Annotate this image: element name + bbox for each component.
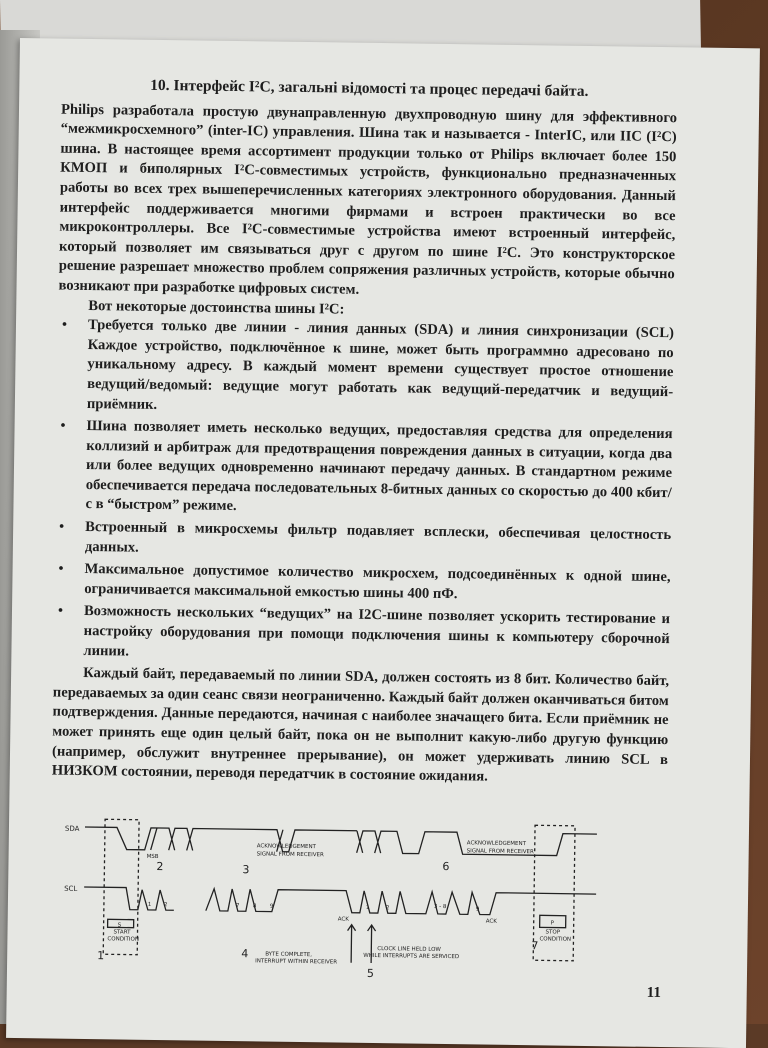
list-item: • Максимальное допустимое количество микросхем, подсоединённых к одной шине, ограничивается максимальной емкостью шины 400 пФ. [58, 561, 671, 603]
paragraph-byte-transfer: Каждый байт, передаваемый по линии SDA, должен состоять из 8 бит. Количество байт, передаваемых за один сеанс связи неограниченно. Каждый байт должен оканчиваться битом подтверждения. Данные передаются, начиная с наиболее значащего бита. Если приёмник не может принять еще один целый байт, пока он не выполнит какую-либо другую функцию (например, обслужит внутреннее прерывание), он может удерживать линию SCL в НИЗКОМ состоянии, переводя передатчик в состояние ожидания. [51, 665, 670, 785]
byte-complete-label-a: BYTE COMPLETE, [265, 951, 313, 959]
ack-signal-label-1a: ACKNOWLEDGEMENT [256, 843, 316, 851]
clock-pulse-label: 2 [385, 905, 390, 912]
advantages-list [53, 316, 674, 670]
advantages-intro: Вот некоторые достоинства шины I²C: [88, 297, 345, 318]
section-heading: 10. Інтерфейс I²C, загальні відомості та процес передачі байта. [150, 76, 589, 100]
stage-number: 5 [366, 966, 375, 981]
stage-number: 2 [156, 859, 164, 874]
clock-pulse-label: 1 [147, 901, 152, 908]
stage-number: 7 [531, 939, 539, 953]
page-content [52, 75, 678, 790]
ack-signal-label-2a: ACKNOWLEDGEMENT [466, 840, 527, 848]
clock-pulse-label: 8 [252, 903, 257, 910]
i2c-timing-diagram [54, 809, 657, 1017]
bullet-icon: • [61, 317, 68, 333]
list-item: • Шина позволяет иметь несколько ведущих, предоставляя средства для определения коллизий и арбитраж для предотвращения повреждения данных в ситуации, когда два или более ведущих одновременно начинают передачу данных. В стандартном режиме обеспечивается передача последовательных 8-битных данных со скоростью до 400 кбит/с в “быстром” режиме. [60, 418, 673, 515]
start-label-b: CONDITION [107, 936, 140, 943]
list-item: • Возможность нескольких “ведущих” на I2C-шине позволяет ускорить тестирование и настройку оборудования при помощи подключения шины к компьютеру сборочной линии. [57, 603, 671, 660]
bullet-icon: • [59, 519, 65, 535]
sda-label: SDA [64, 824, 80, 833]
timing-diagram-svg [54, 809, 657, 1017]
clock-pulse-label: 9 [269, 903, 274, 910]
clock-pulse-label: 2 [163, 902, 168, 909]
clock-pulse-label: 7 [235, 903, 240, 910]
stage-number: 4 [241, 947, 249, 961]
clock-held-label-a: CLOCK LINE HELD LOW [377, 946, 441, 953]
scl-label: SCL [64, 884, 78, 893]
ack-label-2: ACK [485, 918, 497, 925]
ack-signal-label-2b: SIGNAL FROM RECEIVER [466, 848, 534, 856]
clock-held-label-b: WHILE INTERRUPTS ARE SERVICED [363, 952, 460, 961]
ack-label-1: ACK [337, 916, 349, 923]
ack-signal-label-1b: SIGNAL FROM RECEIVER [256, 851, 324, 859]
list-item: • Требуется только две линии - линия данных (SDA) и линия синхронизации (SCL) Каждое устройство, подключённое к шине, может быть программно адресовано по уникальному адресу. В каждый момент времени существует простое отношение ведущий/ведомый: ведущие могут работать как ведущий-передатчик и ведущий-приёмник. [61, 317, 675, 413]
page-number: 11 [646, 984, 662, 1002]
paragraph-intro: Philips разработала простую двунаправленную двухпроводную шину для эффективного “межмикросхемного” (inter-IC) управления. Шина так и называется - InterIC, или IIC (I²C) шина. В настоящее время ассортимент продукции только от Philips включает более 150 КМОП и биполярных I²C-совместимых устройств, функционально предназначенных работы во всех трех вышеперечисленных категориях электронного оборудования. Данный интерфейс поддерживается многими фирмами и встроен практически во все микроконтроллеры. Все I²C-совместимые устройства имеют встроенный интерфейс, который позволяет им связываться друг с другом по шине I²C. Это конструкторское решение разрешает множество проблем сопряжения различных устройств, которые обычно возникают при разработке цифровых систем. [58, 101, 678, 298]
bullet-icon: • [57, 604, 64, 620]
byte-complete-label-b: INTERRUPT WITHIN RECEIVER [255, 958, 338, 966]
document-page [6, 38, 760, 1048]
clock-pulse-label: 3 - 8 [433, 903, 447, 911]
stop-label-b: CONDITION [539, 936, 572, 943]
stage-number: 6 [442, 859, 450, 874]
stage-number: 1 [97, 949, 105, 963]
scl-waveform [84, 887, 596, 916]
clock-pulse-label: 1 [365, 904, 370, 911]
s-marker: S [117, 922, 122, 929]
stop-label-a: STOP [545, 929, 561, 936]
clock-pulse-label: 9 [475, 906, 480, 913]
bullet-icon: • [60, 418, 66, 434]
bullet-icon: • [58, 561, 64, 577]
p-marker: P [550, 920, 555, 927]
msb-label: MSB [146, 853, 159, 861]
stage-number: 3 [242, 863, 250, 877]
interrupt-arrow [347, 925, 356, 963]
start-label-a: START [113, 929, 131, 936]
list-item: • Встроенный в микросхемы фильтр подавляет всплески, обеспечивая целостность данных. [59, 519, 672, 556]
